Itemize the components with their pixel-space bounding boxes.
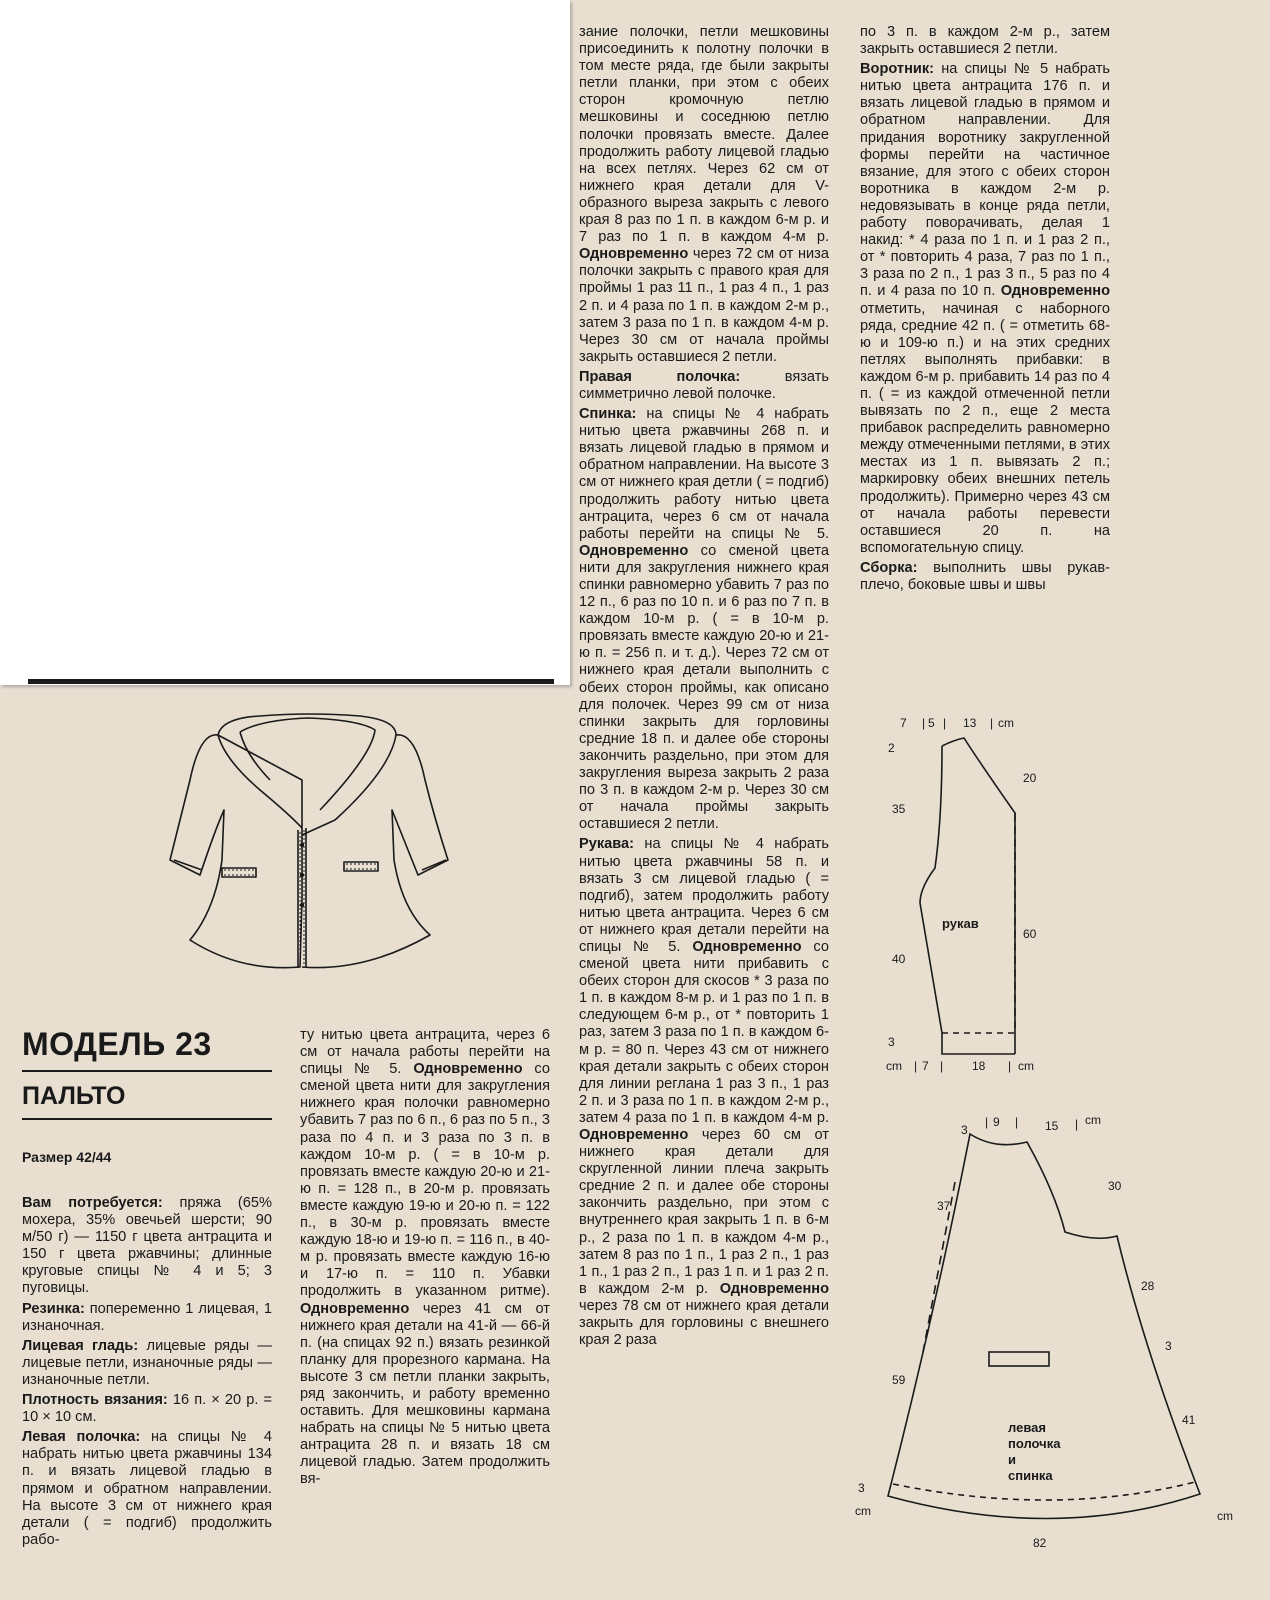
instruction-body: отметить, начиная с наборного ряда, средние 42 п. ( = отметить 68-ю и 109-ю п.) и на этих средних петлях выполнять прибавки: в каждом 6-м р. прибавить 14 раз по 4 п. ( = из каждой отмеченной петли вывязать по 2 п., еще 2 места прибавок распределить равномерно между отмеченными петлями, в этих местах из 1 п. вывязать 2 п.; маркировку обеих внешних петель продолжить). Примерно через 43 см от начала работы перевести оставшиеся 20 п. на вспомогательную спицу. [860, 300, 1111, 556]
svg-text:60: 60 [1023, 927, 1037, 941]
svg-text:|: | [1075, 1117, 1079, 1131]
instruction-heading: Одновременно [579, 1127, 689, 1143]
instruction-body: 16 п. × 20 р. = 10 × 10 см. [22, 1392, 273, 1426]
svg-text:3: 3 [961, 1123, 968, 1137]
body-pattern [855, 1112, 1235, 1592]
instruction-body: через 41 см от нижнего края детали на 41-й — 66-й п. (на спицах 92 п.) вязать резинкой планку для прорезного кармана. На высоте 3 см петли планки закрыть, ряд закончить, и работу временно оставить. Для мешковины кармана набрать на спицы № 5 нитью цвета антрацита 28 п. и вязать 18 см лицевой гладью. Затем продолжить вя- [300, 1300, 550, 1488]
instruction-heading: Одновременно [719, 1280, 829, 1297]
instruction-heading: Одновременно [692, 938, 802, 955]
svg-text:|: | [985, 1115, 989, 1129]
instruction-body: лицевые ряды — лицевые петли, изнаночные ряды — изнаночные петли. [22, 1337, 272, 1388]
instruction-heading: Спинка: [579, 406, 637, 423]
instruction-text [860, 61, 1110, 557]
instruction-heading: Одновременно [579, 246, 689, 263]
svg-text:35: 35 [892, 802, 906, 816]
instruction-heading: Одновременно [579, 542, 689, 559]
instruction-body: со сменой цвета нити для закругления нижнего края полочки равномерно убавить 7 раз по 6 п., 6 раз по 5 п., 3 раза по 4 п. и 3 раза по 3 п. в каждом 10-м р. ( = в 10-м р. провязать вместе каждую 20-ю и 21-ю п. = 128 п., в 20-м р. провязать вместе каждую 19-ю и 20-ю п. = 122 п., в 30-м р. провязать вместе каждую 18-ю и 19-ю п. = 116 п., в 40-м р. провязать вместе каждую 16-ю и 17-ю п. = 110 п. Убавки продолжить в указанном ритме). [300, 1061, 550, 1300]
svg-text:28: 28 [1141, 1279, 1155, 1293]
svg-text:cm: cm [1085, 1113, 1101, 1127]
svg-text:2: 2 [888, 741, 895, 755]
instruction-body: на спицы № 4 набрать нитью цвета ржавчины 134 п. и вязать лицевой гладью в прямом и обратном направлении. На высоте 3 см от нижнего края детали ( = подгиб) продолжить рабо- [22, 1429, 272, 1548]
instruction-heading: Воротник: [860, 61, 935, 78]
instruction-body: через 78 см от нижнего края детали закрыть для горловины с внешнего края 2 раза [579, 1297, 829, 1349]
sleeve-pattern [880, 718, 1080, 1078]
svg-text:7: 7 [922, 1059, 929, 1073]
svg-text:|: | [990, 718, 994, 730]
instruction-body: по 3 п. в каждом 2-м р., затем закрыть оставшиеся 2 петли. [860, 24, 1110, 58]
svg-text:82: 82 [1033, 1536, 1047, 1550]
svg-text:9: 9 [993, 1115, 1000, 1129]
text-column-1 [22, 1195, 272, 1552]
svg-text:cm: cm [1018, 1059, 1034, 1073]
body-pattern-label [1008, 1420, 1061, 1483]
section-rule [28, 679, 554, 684]
instruction-text [22, 1392, 272, 1426]
subtitle-underline [22, 1118, 272, 1120]
svg-text:рукав: рукав [942, 916, 979, 931]
instruction-heading: Лицевая гладь: [22, 1337, 139, 1354]
instruction-text [579, 24, 829, 366]
instruction-text [300, 1027, 550, 1489]
instruction-body: через 60 см от нижнего края детали для скругленной линии плеча закрыть средние 2 п. и далее обе стороны закончить раздельно, при этом с внутреннего края закрыть 1 п. в 6-м р., 2 раза по 1 п. в каждом 4-м р., затем 8 раз по 1 п., 1 раз 2 п., 1 раз 1 п., 1 раз 2 п., 1 раз 1 п. и 1 раз 2 п. в каждом 2-м р. [579, 1127, 829, 1297]
instruction-body: выполнить швы рукав-плечо, боковые швы и швы [860, 559, 1110, 593]
text-column-2 [300, 1027, 550, 1492]
svg-text:41: 41 [1182, 1413, 1196, 1427]
instruction-body: со сменой цвета нити для закругления нижнего края спинки равномерно убавить 7 раз по 12 п., 6 раз по 10 п. и 6 раз по 7 п. в каждом 10-м р. ( = в 10-м р. провязать вместе каждую 20-ю и 21-ю п. = 256 п. и т. д.). Через 72 см от нижнего края детали выполнить с обеих сторон проймы, как описано для полочек. Через 99 см от низа спинки закрыть для горловины средние 18 п. и далее обе стороны закончить раздельно, при этом для закругления выреза закрыть 2 раза по 3 п. в каждом 2-м р. Через 30 см от начала проймы закрыть оставшиеся 2 петли. [579, 542, 829, 833]
svg-text:cm: cm [855, 1504, 871, 1518]
instruction-heading: Вам потребуется: [22, 1195, 163, 1211]
svg-text:cm: cm [998, 718, 1014, 730]
svg-text:40: 40 [892, 952, 906, 966]
svg-text:20: 20 [1023, 771, 1037, 785]
svg-text:cm: cm [1217, 1509, 1233, 1523]
coat-illustration [160, 710, 460, 980]
svg-text:13: 13 [963, 718, 977, 730]
svg-text:37: 37 [937, 1199, 951, 1213]
instruction-body: на спицы № 5 набрать нитью цвета антрацита 176 п. и вязать лицевой гладью в прямом и обратном направлении. Для придания воротнику закругленной формы перейти на частичное вязание, для этого с обеих сторон воротника в каждом 2-м р. недовязывать в конце ряда петли, работу поворачивать, делая 1 накид: * 4 раза по 1 п. и 1 раз 2 п., от * повторить 4 раза, 7 раз по 1 п., 3 раза по 2 п., 1 раз 3 п., 5 раз по 4 п. и 4 раза по 10 п. [860, 61, 1110, 300]
instruction-text [22, 1301, 272, 1335]
instruction-heading: Плотность вязания: [22, 1392, 168, 1409]
svg-text:30: 30 [1108, 1179, 1122, 1193]
instruction-text [579, 406, 829, 833]
svg-text:7: 7 [900, 718, 907, 730]
svg-text:|: | [943, 718, 947, 730]
svg-text:|: | [914, 1059, 918, 1073]
svg-text:3: 3 [888, 1035, 895, 1049]
svg-text:cm: cm [886, 1059, 902, 1073]
instruction-body: вязать симметрично левой полочке. [579, 368, 829, 402]
blank-paper-overlay [0, 0, 570, 685]
instruction-body: зание полочки, петли мешковины присоединить к полотну полочки в том месте ряда, где были закрыты петли планки, при этом с обеих сторон кромочную петлю мешковины и соседнюю петлю полочки провязать вместе. Далее продолжить работу лицевой гладью на всех петлях. Через 62 см от нижнего края детали для V-образного выреза закрыть с левого края 8 раз по 1 п. в каждом 6-м р. и 7 раз по 1 п. в каждом 4-м р. [579, 24, 829, 246]
model-title: МОДЕЛЬ 23 [22, 1026, 212, 1062]
svg-text:3: 3 [858, 1481, 865, 1495]
svg-text:|: | [922, 718, 926, 730]
svg-text:15: 15 [1045, 1119, 1059, 1133]
svg-text:3: 3 [1165, 1339, 1172, 1353]
instruction-text [860, 24, 1110, 58]
instruction-text [22, 1429, 272, 1549]
instruction-heading: Правая полочка: [579, 368, 741, 385]
svg-text:18: 18 [972, 1059, 986, 1073]
instruction-heading: Левая полочка: [22, 1429, 141, 1446]
svg-text:|: | [1015, 1115, 1019, 1129]
instruction-text [22, 1338, 272, 1389]
instruction-body: через 72 см от низа полочки закрыть с правого края для проймы 1 раз 11 п., 1 раз 4 п., 1 раз 2 п. и 4 раза по 1 п. в каждом 2-м р., затем 3 раза по 1 п. в каждом 4-м р. Через 30 см от начала проймы закрыть оставшиеся 2 петли. [579, 246, 829, 365]
instruction-heading: Одновременно [300, 1300, 410, 1317]
title-underline [22, 1070, 272, 1072]
garment-title: ПАЛЬТО [22, 1082, 126, 1110]
instruction-body: на спицы № 4 набрать нитью цвета ржавчины 58 п. и вязать 3 см лицевой гладью ( = подгиб), затем продолжить работу нитью цвета антрацита. Через 6 см от нижнего края детали перейти на спицы № 5. [579, 836, 829, 955]
instruction-text [860, 560, 1110, 594]
instruction-heading: Одновременно [1000, 283, 1110, 300]
text-column-4 [860, 24, 1110, 597]
instruction-body: со сменой цвета нити прибавить с обеих сторон для скосов * 3 раза по 1 п. в каждом 8-м р. и 1 раз по 1 п. в следующем 6-м р., от * повторить 1 раз, затем 3 раза по 1 п. в каждом 6-м р. = 80 п. Через 43 см от нижнего края детали закрыть с обеих сторон для линии реглана 1 раз 3 п., 1 раз 2 п. и 3 раза по 1 п. в каждом 2-м р., затем 4 раза по 1 п. в каждом 4-м р. [579, 938, 829, 1126]
instruction-text [579, 836, 829, 1349]
svg-text:|: | [1008, 1059, 1012, 1073]
instruction-heading: Рукава: [579, 836, 635, 853]
instruction-body: на спицы № 4 набрать нитью цвета ржавчины 268 п. и вязать лицевой гладью в прямом и обратном направлении. На высоте 3 см от нижнего края детли ( = подгиб) продолжить работу нитью цвета антрацита, через 6 см от начала работы перейти на спицы № 5. [579, 406, 829, 542]
instruction-text [22, 1195, 272, 1298]
svg-text:леваяполочкаиспинка: левая полочка и спинка [1008, 1420, 1061, 1483]
svg-text:|: | [940, 1059, 944, 1073]
instruction-body: пряжа (65% мохера, 35% овечьей шерсти; 90 м/50 г) — 1150 г цвета антрацита и 150 г цвета ржавчины; длинные круговые спицы № 4 и 5; 3 пуговицы. [22, 1195, 272, 1297]
instruction-heading: Одновременно [413, 1061, 523, 1078]
size-label: Размер 42/44 [22, 1149, 112, 1165]
svg-text:59: 59 [892, 1373, 906, 1387]
instruction-body: попеременно 1 лицевая, 1 изнаночная. [22, 1300, 272, 1334]
instruction-heading: Сборка: [860, 559, 918, 576]
instruction-heading: Резинка: [22, 1300, 85, 1317]
instruction-body: ту нитью цвета антрацита, через 6 см от начала работы перейти на спицы № 5. [300, 1027, 550, 1078]
instruction-text [579, 369, 829, 403]
svg-text:5: 5 [928, 718, 935, 730]
text-column-3 [579, 24, 829, 1352]
